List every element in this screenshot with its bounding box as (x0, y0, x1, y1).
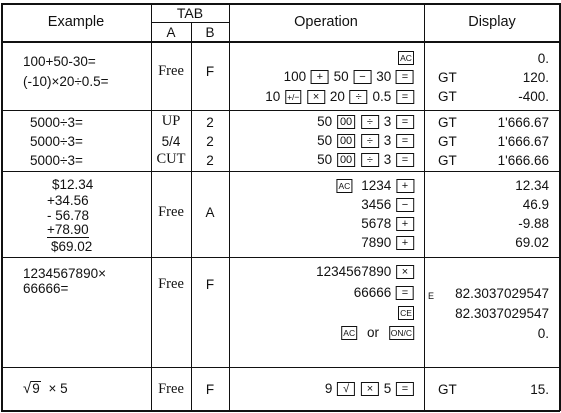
r5-op-line (325, 381, 415, 396)
row-line-2 (1, 171, 560, 172)
op-number: 3 (383, 114, 392, 129)
border-bottom (1, 410, 560, 412)
r5-tab-b: F (205, 382, 215, 397)
r5-example-rest: × 5 (48, 381, 68, 396)
op-number: 1234567890 (316, 264, 392, 279)
row-line-1 (1, 110, 560, 111)
equals-key: = (396, 286, 414, 300)
times-key: × (396, 265, 414, 279)
border-left (1, 3, 3, 411)
ce-key: CE (398, 306, 414, 320)
r3-example-2: +34.56 (47, 193, 89, 208)
r4-op-line-4 (340, 325, 415, 340)
r2-op-line-3 (317, 152, 415, 167)
op-number: 3 (383, 152, 392, 167)
r1-op-line-2 (284, 69, 415, 84)
ac-key: AC (336, 179, 352, 193)
op-number: 50 (317, 114, 333, 129)
r4-display-1: 82.3037029547 (455, 286, 549, 301)
header-example: Example (47, 14, 105, 30)
op-number: 1234 (361, 178, 392, 193)
r5-example (23, 381, 68, 396)
r4-example-1: 1234567890× (23, 266, 106, 281)
r3-display-3: -9.88 (518, 216, 549, 231)
r1-tab-b: F (205, 64, 215, 79)
r4-tab-a: Free (158, 276, 184, 292)
r5-gt: GT (438, 382, 457, 397)
r2-display-2: 1'666.67 (497, 134, 549, 149)
row-line-4 (1, 367, 560, 368)
op-number: 3456 (361, 197, 392, 212)
op-number: 50 (317, 152, 333, 167)
r1-op-line-3 (265, 89, 415, 104)
divide-key: ÷ (350, 90, 368, 104)
r1-example-2: (-10)×20÷0.5= (23, 74, 109, 89)
plus-key: + (396, 236, 414, 250)
r3-tab-a: Free (158, 204, 184, 220)
r1-op-line-1 (397, 50, 415, 65)
r3-op-line-1 (335, 178, 415, 193)
op-number: 0.5 (372, 89, 392, 104)
r4-display-3: 0. (537, 326, 549, 341)
op-number: 5 (383, 381, 392, 396)
sqrt-key: √ (337, 382, 355, 396)
op-number: 3 (383, 133, 392, 148)
r2-gt-1: GT (438, 115, 457, 130)
r1-gt-1: GT (438, 70, 457, 85)
r2-gt-3: GT (438, 153, 457, 168)
minus-key: − (396, 198, 414, 212)
header-line (1, 41, 560, 43)
col-divider-3 (229, 3, 230, 411)
op-number: 100 (283, 69, 307, 84)
r2-tab-b-1: 2 (206, 115, 214, 130)
double-zero-key: 00 (337, 115, 355, 129)
r4-op-line-1 (316, 264, 415, 279)
divide-key: ÷ (361, 134, 379, 148)
col-divider-2 (191, 22, 192, 411)
r1-tab-a: Free (158, 63, 184, 79)
r3-example-3: - 56.78 (47, 208, 90, 223)
r2-op-line-2 (317, 133, 415, 148)
op-number: 20 (329, 89, 345, 104)
r2-example-3: 5000÷3= (30, 153, 83, 168)
row-line-3 (1, 257, 560, 258)
r2-display-1: 1'666.67 (497, 115, 549, 130)
r1-gt-2: GT (438, 89, 457, 104)
plus-key: + (396, 217, 414, 231)
plus-minus-key: +/− (287, 92, 300, 103)
sqrt-sign: √ (23, 380, 32, 397)
r1-display-2: 120. (522, 70, 549, 85)
plus-key: + (311, 70, 329, 84)
r2-tab-a-1: UP (161, 113, 181, 129)
border-right (559, 3, 561, 411)
on-c-key: ON/C (390, 328, 412, 339)
op-number: 5678 (361, 216, 392, 231)
r5-tab-a: Free (158, 381, 184, 397)
r2-example-1: 5000÷3= (30, 115, 83, 130)
r4-display-e: E (428, 291, 435, 301)
col-divider-1 (151, 3, 152, 411)
r2-tab-a-2: 5/4 (161, 134, 181, 149)
r3-op-line-2 (361, 197, 415, 212)
ac-key: AC (341, 326, 357, 340)
times-key: × (361, 382, 379, 396)
equals-key: = (396, 153, 414, 167)
divide-key: ÷ (361, 115, 379, 129)
header-operation: Operation (294, 14, 358, 30)
equals-key: = (396, 382, 414, 396)
r2-example-2: 5000÷3= (30, 134, 83, 149)
r3-tab-b: A (205, 205, 215, 220)
r2-tab-a-3: CUT (156, 151, 186, 167)
ac-key: AC (398, 51, 414, 65)
r2-gt-2: GT (438, 134, 457, 149)
equals-key: = (396, 134, 414, 148)
double-zero-key: 00 (337, 153, 355, 167)
times-key: × (307, 90, 325, 104)
r4-display-2: 82.3037029547 (455, 306, 549, 321)
r1-example-1: 100+50-30= (23, 54, 96, 69)
op-number: 9 (324, 381, 333, 396)
r4-op-line-3 (397, 305, 415, 320)
equals-key: = (396, 115, 414, 129)
r3-example-1: $12.34 (52, 177, 94, 192)
op-number: 10 (265, 89, 281, 104)
r3-display-2: 46.9 (522, 197, 549, 212)
plus-key: + (396, 179, 414, 193)
op-number: 50 (333, 69, 349, 84)
r3-op-line-4 (361, 235, 415, 250)
equals-key: = (396, 70, 414, 84)
col-divider-4 (424, 3, 425, 411)
divide-key: ÷ (361, 153, 379, 167)
r2-display-3: 1'666.66 (497, 153, 549, 168)
border-top (1, 3, 560, 5)
equals-key: = (396, 90, 414, 104)
r3-example-4: +78.90 (47, 222, 89, 237)
header-display: Display (468, 14, 516, 30)
header-tab-a: A (166, 25, 176, 40)
tab-split-line (151, 22, 229, 23)
or-text: or (366, 325, 379, 340)
r3-display-4: 69.02 (515, 235, 549, 250)
r3-example-5: $69.02 (51, 239, 93, 254)
r4-op-line-2 (354, 285, 415, 300)
minus-key: − (353, 70, 371, 84)
r3-op-line-3 (361, 216, 415, 231)
r4-tab-b: F (205, 277, 215, 292)
r5-display: 15. (530, 382, 549, 397)
header-tab-b: B (205, 25, 215, 40)
header-tab: TAB (176, 5, 204, 21)
op-number: 50 (317, 133, 333, 148)
r4-example-2: 66666= (23, 281, 69, 296)
op-number: 7890 (361, 235, 392, 250)
r1-display-1: 0. (537, 51, 549, 66)
r2-op-line-1 (317, 114, 415, 129)
op-number: 66666 (353, 285, 392, 300)
r2-tab-b-2: 2 (206, 134, 214, 149)
r3-display-1: 12.34 (515, 178, 549, 193)
sqrt-radicand: 9 (32, 381, 40, 396)
r2-tab-b-3: 2 (206, 153, 214, 168)
op-number: 30 (376, 69, 392, 84)
double-zero-key: 00 (337, 134, 355, 148)
r1-display-3: -400. (518, 89, 549, 104)
